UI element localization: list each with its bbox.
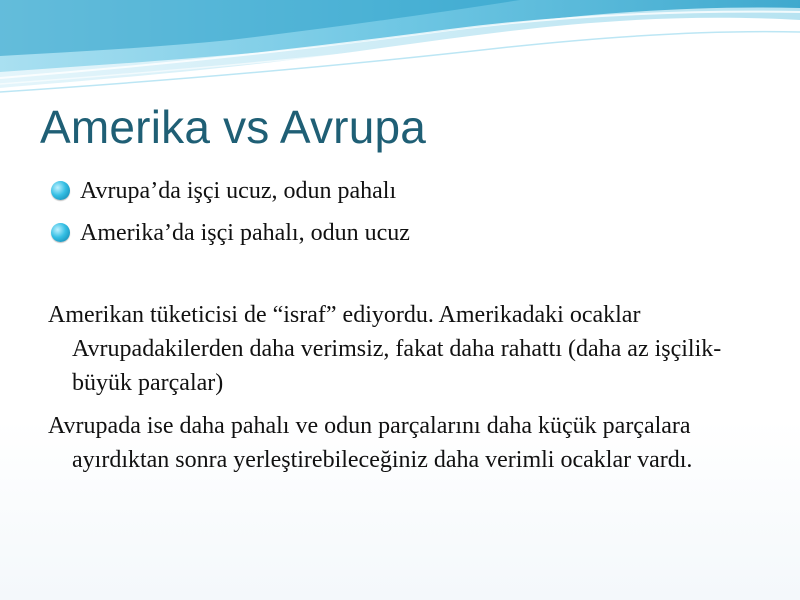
- slide-title: Amerika vs Avrupa: [40, 101, 427, 153]
- sphere-bullet-icon: [51, 181, 70, 200]
- bullet-item: [48, 212, 410, 254]
- bullet-text: Amerika’da işçi pahalı, odun ucuz: [80, 220, 410, 246]
- sphere-bullet-icon: [51, 223, 70, 242]
- paragraph-consumer-waste: Amerikan tüketicisi de “israf” ediyordu. Amerikadaki ocaklar Avrupadakilerden daha verimsiz, fakat daha rahattı (daha az işçilik- büyük parçalar): [48, 302, 722, 396]
- bullet-text: Avrupa’da işçi ucuz, odun pahalı: [80, 178, 397, 204]
- bullet-item: [48, 170, 410, 212]
- wave-decoration-icon: [0, 0, 800, 95]
- bullet-list: [48, 170, 410, 254]
- paragraph-europe-stoves: Avrupada ise daha pahalı ve odun parçalarını daha küçük parçalara ayırdıktan sonra yerleştirebileceğiniz daha verimli ocaklar vardı.: [48, 413, 693, 473]
